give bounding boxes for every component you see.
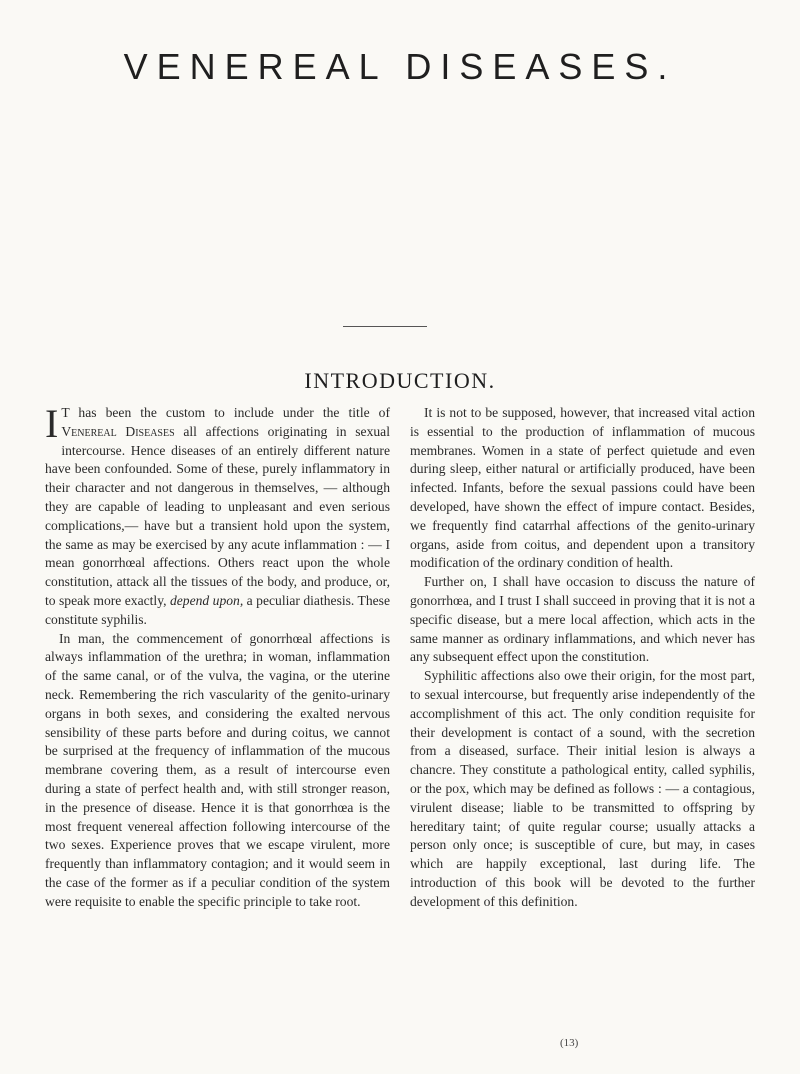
- page-number: (13): [560, 1037, 579, 1049]
- drop-cap: I: [45, 401, 59, 446]
- page-title: VENEREAL DISEASES.: [123, 46, 677, 87]
- right-column: [410, 404, 755, 912]
- right-paragraph-1: It is not to be supposed, however, that increased vital action is essential to the production of inflammation of mucous membranes. Women in a state of perfect quietude and even during sleep, either natural or artificially produced, have been infected. Infants, before the sexual passions could have been developed, have shown the effect of impure contact. Besides, we frequently find catarrhal affections of the genito-urinary organs, aside from coitus, and dependent upon a transitory modification of the ordinary condition of health.: [410, 405, 755, 571]
- left-column: [45, 401, 390, 912]
- left-p1-italic: depend upon,: [169, 592, 244, 608]
- left-paragraph-2: In man, the commencement of gonorrhœal affections is always inflammation of the urethra; in woman, inflammation of the same canal, or of the vulva, the vagina, or the uterine neck. Remembering the rich vascularity of the genito-urinary organs in both sexes, and considering the exalted nervous sensibility of these parts before and during coitus, we cannot be surprised at the frequency of inflammation of the mucous membrane covering them, as a result of intercourse even during a state of perfect health and, with still stronger reason, in the presence of disease. Hence it is that gonorrhœa is the most frequent venereal affection following intercourse of the two sexes. Experience proves that we escape virulent, more frequently than inflammatory contagion; and it would seem in the case of the former as if a peculiar condition of the system were requisite to enable the specific principle to take root.: [45, 630, 390, 909]
- section-title: INTRODUCTION.: [304, 368, 496, 393]
- left-p1-opening: T has been the custom to include under the title of: [61, 405, 390, 420]
- venereal-diseases-smallcaps: Venereal Diseases: [61, 423, 175, 439]
- left-paragraph-1: [45, 401, 390, 630]
- title-divider: [343, 326, 427, 327]
- left-p1-text-a: all affections originating in sexual intercourse. Hence diseases of an entirely different nature have been confounded. Some of these, purely inflammatory in their character and not dangerous in themselves, — although they are capable of leading to unpleasant and even serious complications,— have but a transient hold upon the system, the same as may be exercised by any acute inflammation : — I mean gonorrhœal affections. Others react upon the whole constitution, attack all the tissues of the body, and produce, or, to speak more exactly,: [45, 423, 390, 608]
- left-p1-text-b: a peculiar diathesis. These constitute syphilis.: [45, 592, 390, 627]
- right-paragraph-3: Syphilitic affections also owe their origin, for the most part, to sexual intercourse, but frequently arise independently of the accomplishment of this act. The only condition requisite for their development is contact of a sound, with the secretion from a diseased, surface. Their initial lesion is always a chancre. They constitute a pathological entity, called syphilis, or the pox, which may be defined as follows : — a contagious, virulent disease; liable to be transmitted to offspring by hereditary taint; of quite regular course; usually attacks a person only once; is susceptible of cure, but may, in cases which are happily exceptional, last during life. The introduction of this book will be devoted to the further development of this definition.: [410, 668, 755, 909]
- right-paragraph-2: Further on, I shall have occasion to discuss the nature of gonorrhœa, and I trust I shall succeed in proving that it is not a specific disease, but a mere local affection, which acts in the same manner as ordinary inflammations, and which never has any subsequent effect upon the constitution.: [410, 574, 755, 665]
